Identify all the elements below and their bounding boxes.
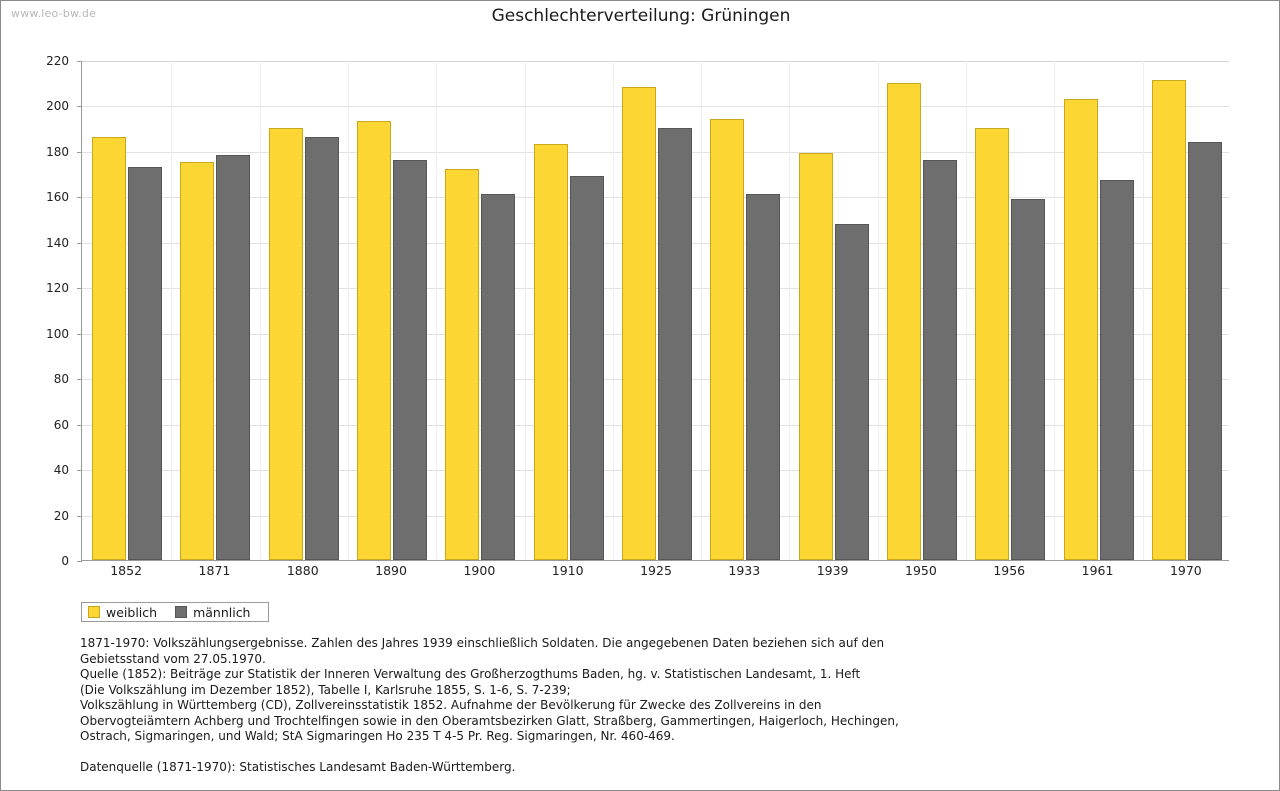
y-tick-label: 0 (61, 554, 69, 568)
x-tick-label: 1871 (198, 563, 231, 578)
footnote-line: Gebietsstand vom 27.05.1970. (80, 651, 266, 666)
legend-swatch-icon (175, 606, 187, 618)
bar-group (348, 61, 436, 560)
bar-group (83, 61, 171, 560)
bar-männlich-1900 (481, 194, 515, 560)
legend-swatch-icon (88, 606, 100, 618)
bar-group (613, 61, 701, 560)
y-tick-label: 180 (46, 144, 69, 159)
legend-label: männlich (193, 604, 251, 620)
y-tick-mark (77, 561, 82, 562)
x-tick-label: 1939 (816, 563, 849, 578)
x-tick-label: 1852 (110, 563, 143, 578)
y-tick-label: 80 (53, 372, 69, 387)
bar-männlich-1871 (216, 155, 250, 560)
x-tick-label: 1956 (993, 563, 1026, 578)
bar-group (966, 61, 1054, 560)
legend-item-weiblich[interactable] (88, 605, 157, 620)
legend-item-männlich[interactable] (175, 605, 250, 620)
bar-weiblich-1956 (975, 128, 1009, 560)
x-tick-label: 1950 (905, 563, 937, 578)
bar-weiblich-1880 (269, 128, 303, 560)
group-separator (171, 61, 172, 560)
y-tick-mark (77, 470, 82, 471)
bar-männlich-1910 (570, 176, 604, 560)
bar-weiblich-1900 (445, 169, 479, 560)
footnote-line: Volkszählung in Württemberg (CD), Zollvereinsstatistik 1852. Aufnahme der Bevölkerung für Zwecke des Zollvereins in den (80, 698, 822, 712)
bar-group (171, 61, 259, 560)
x-tick-label: 1880 (286, 563, 319, 578)
bar-weiblich-1925 (622, 87, 656, 560)
bar-weiblich-1970 (1152, 80, 1186, 560)
footnote-line: Obervogteiämtern Achberg und Trochtelfingen sowie in den Oberamtsbezirken Glatt, Straßberg, Gammertingen, Haigerloch, Hechingen, (80, 713, 899, 728)
x-tick-label: 1910 (551, 563, 584, 578)
footnote-line: Quelle (1852): Beiträge zur Statistik der Inneren Verwaltung des Großherzogthums Baden, hg. v. Statistischen Landesamt, 1. Heft (80, 667, 861, 681)
footnote-line: Ostrach, Sigmaringen, und Wald; StA Sigmaringen Ho 235 T 4-5 Pr. Reg. Sigmaringen, Nr. 460-469. (80, 729, 675, 743)
y-tick-mark (77, 197, 82, 198)
x-tick-label: 1900 (463, 563, 496, 578)
x-tick-label: 1933 (728, 563, 761, 578)
bar-group (525, 61, 613, 560)
x-axis-tick-labels (81, 563, 1229, 585)
bar-männlich-1852 (128, 167, 162, 560)
bar-männlich-1939 (835, 224, 869, 560)
bar-weiblich-1939 (799, 153, 833, 560)
y-tick-mark (77, 379, 82, 380)
y-tick-mark (77, 243, 82, 244)
bar-männlich-1956 (1011, 199, 1045, 560)
bar-weiblich-1852 (92, 137, 126, 560)
bar-group (878, 61, 966, 560)
group-separator (789, 61, 790, 560)
footnote-source: Datenquelle (1871-1970): Statistisches Landesamt Baden-Württemberg. (80, 759, 516, 774)
bar-weiblich-1871 (180, 162, 214, 560)
group-separator (260, 61, 261, 560)
y-tick-mark (77, 425, 82, 426)
y-tick-mark (77, 516, 82, 517)
y-tick-label: 100 (46, 326, 69, 341)
bar-männlich-1933 (746, 194, 780, 560)
x-tick-label: 1961 (1081, 563, 1114, 578)
bar-group (701, 61, 789, 560)
bar-männlich-1925 (658, 128, 692, 560)
bar-männlich-1970 (1188, 142, 1222, 560)
watermark-text: www.leo-bw.de (11, 7, 97, 20)
footnote-line: (Die Volkszählung im Dezember 1852), Tabelle I, Karlsruhe 1855, S. 1-6, S. 7-239; (80, 682, 571, 697)
footnotes (80, 636, 1200, 775)
group-separator (613, 61, 614, 560)
bar-männlich-1880 (305, 137, 339, 560)
bar-weiblich-1933 (710, 119, 744, 560)
group-separator (1054, 61, 1055, 560)
bar-group (260, 61, 348, 560)
group-separator (878, 61, 879, 560)
bar-männlich-1890 (393, 160, 427, 560)
group-separator (436, 61, 437, 560)
y-axis-tick-labels (1, 54, 75, 568)
y-tick-label: 200 (46, 99, 69, 114)
bar-weiblich-1961 (1064, 99, 1098, 560)
y-tick-mark (77, 334, 82, 335)
y-tick-label: 20 (53, 508, 69, 523)
y-tick-label: 40 (53, 463, 69, 478)
y-tick-mark (77, 106, 82, 107)
bars-layer (83, 61, 1229, 560)
group-separator (966, 61, 967, 560)
legend-label: weiblich (106, 604, 158, 620)
y-tick-label: 140 (46, 235, 69, 250)
x-tick-label: 1970 (1169, 563, 1202, 578)
footnote-line: 1871-1970: Volkszählungsergebnisse. Zahlen des Jahres 1939 einschließlich Soldaten. Die angegebenen Daten beziehen sich auf den (80, 636, 885, 650)
y-tick-label: 220 (46, 54, 69, 68)
group-separator (701, 61, 702, 560)
bar-weiblich-1950 (887, 83, 921, 560)
bar-group (1054, 61, 1142, 560)
bar-group (1143, 61, 1231, 560)
chart-title: Geschlechterverteilung: Grüningen (491, 6, 791, 26)
plot-area (81, 61, 1229, 561)
x-tick-label: 1890 (375, 563, 407, 578)
group-separator (1143, 61, 1144, 560)
bar-group (789, 61, 877, 560)
bar-weiblich-1890 (357, 121, 391, 560)
y-tick-mark (77, 61, 82, 62)
y-tick-label: 160 (46, 190, 69, 205)
bar-group (436, 61, 524, 560)
group-separator (348, 61, 349, 560)
y-tick-label: 60 (53, 417, 69, 432)
chart-legend (81, 602, 269, 622)
bar-männlich-1961 (1100, 180, 1134, 560)
group-separator (525, 61, 526, 560)
y-tick-mark (77, 288, 82, 289)
y-tick-label: 120 (46, 281, 69, 296)
x-tick-label: 1925 (640, 563, 672, 578)
y-tick-mark (77, 152, 82, 153)
bar-männlich-1950 (923, 160, 957, 560)
bar-weiblich-1910 (534, 144, 568, 560)
